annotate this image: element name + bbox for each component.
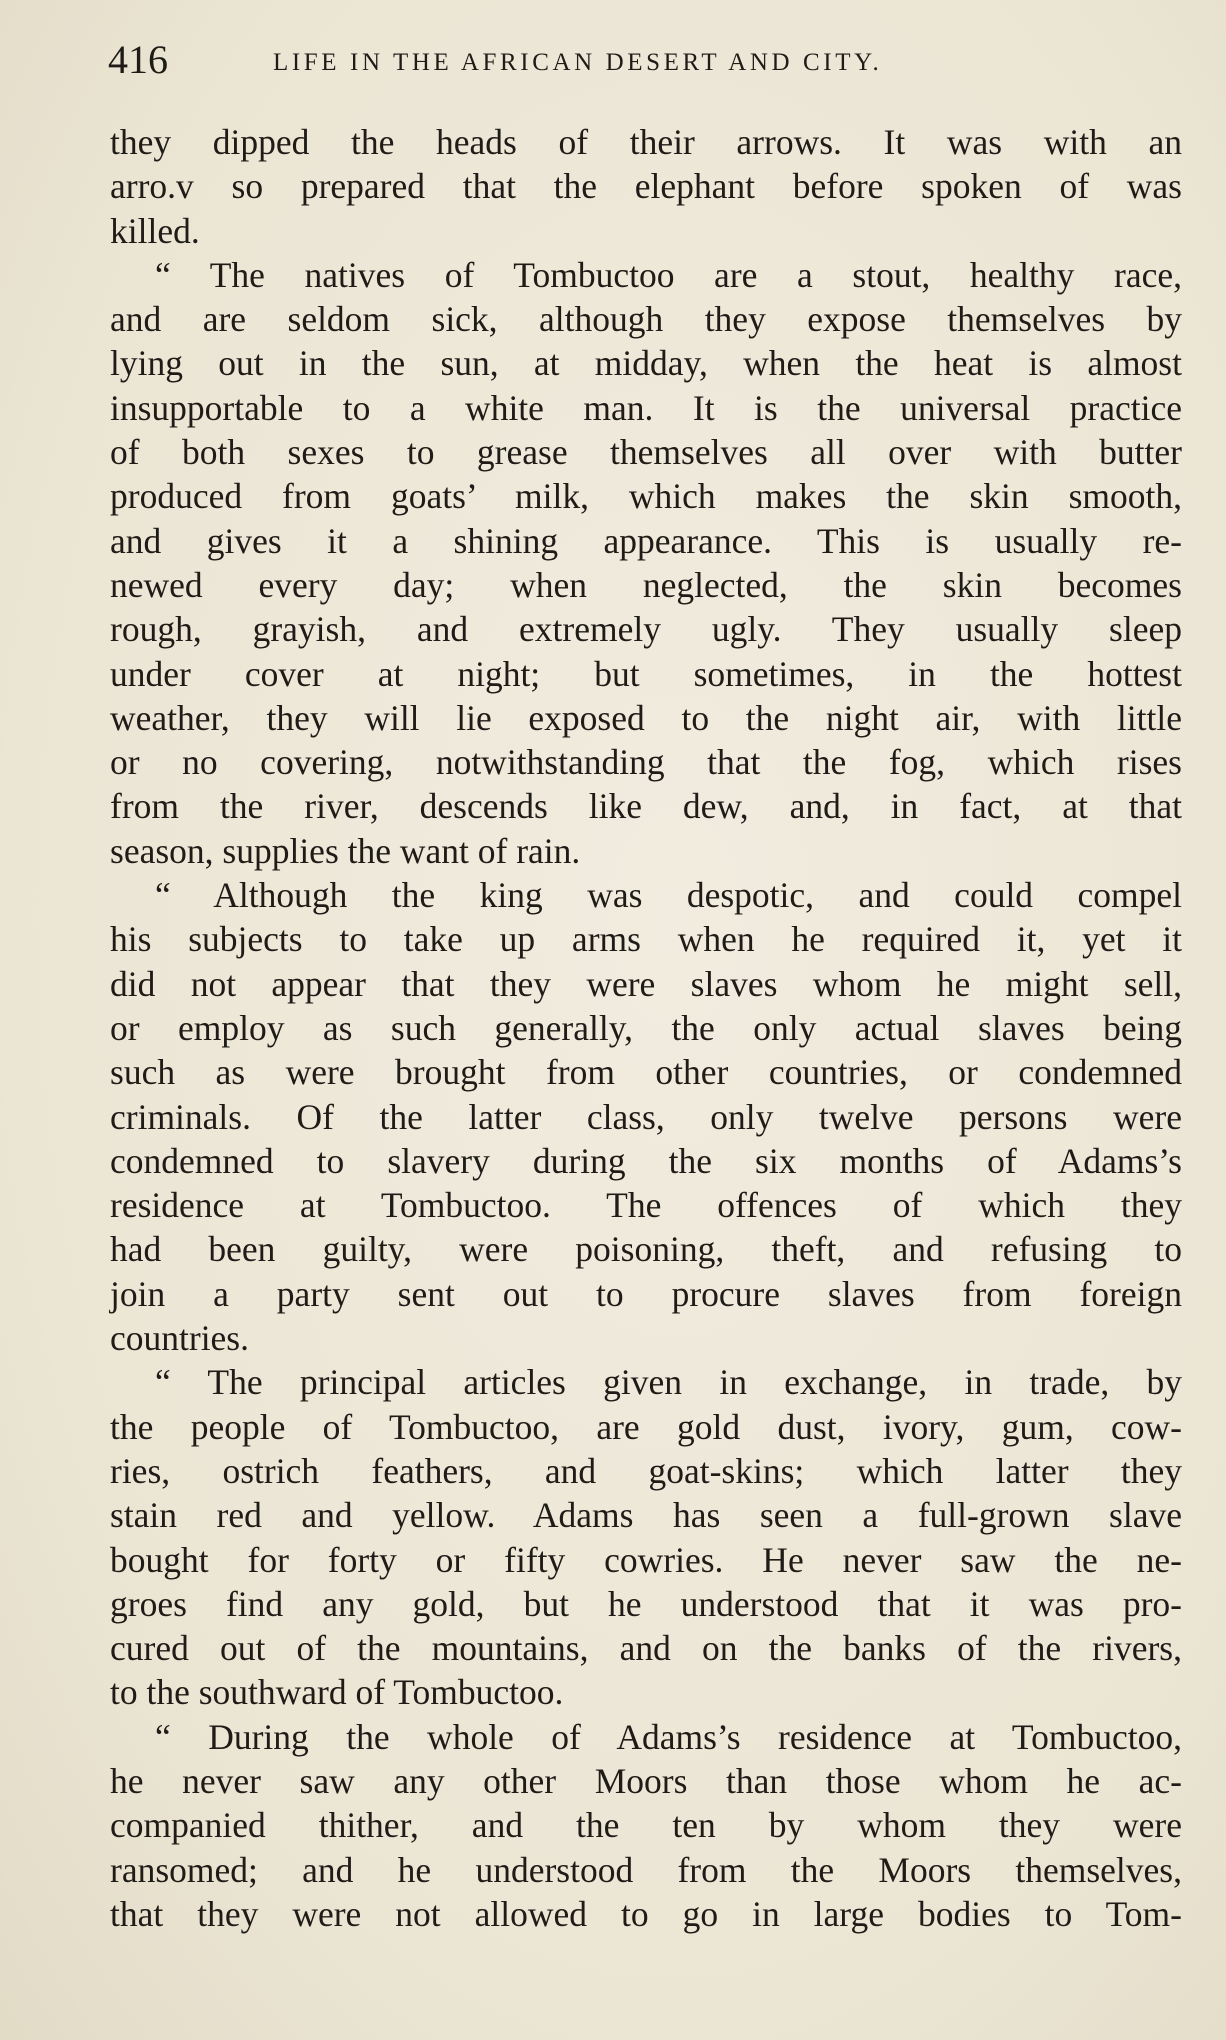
text-line: and gives it a shining appearance. This is usually re- bbox=[110, 520, 1182, 561]
text-line: rough, grayish, and extremely ugly. They usually sleep bbox=[110, 609, 1182, 650]
text-line: “ During the whole of Adams’s residence at Tombuctoo, bbox=[155, 1716, 1182, 1757]
text-line: weather, they will lie exposed to the night air, with little bbox=[110, 697, 1182, 738]
text-line: bought for forty or fifty cowries. He never saw the ne- bbox=[110, 1539, 1182, 1580]
text-line: killed. bbox=[110, 210, 200, 251]
text-line: “ Although the king was despotic, and could compel bbox=[155, 875, 1182, 916]
text-line: his subjects to take up arms when he required it, yet it bbox=[110, 919, 1182, 960]
text-line: or employ as such generally, the only actual slaves being bbox=[110, 1007, 1182, 1048]
text-line: had been guilty, were poisoning, theft, and refusing to bbox=[110, 1229, 1182, 1270]
text-line: produced from goats’ milk, which makes the skin smooth, bbox=[110, 476, 1182, 517]
text-line: to the southward of Tombuctoo. bbox=[110, 1672, 564, 1713]
text-line: insupportable to a white man. It is the universal practice bbox=[110, 387, 1182, 428]
text-line: criminals. Of the latter class, only twelve persons were bbox=[110, 1096, 1182, 1137]
text-line: and are seldom sick, although they expose themselves by bbox=[110, 299, 1182, 340]
text-line: groes find any gold, but he understood that it was pro- bbox=[110, 1583, 1182, 1624]
text-line: they dipped the heads of their arrows. It was with an bbox=[110, 122, 1182, 162]
text-line: lying out in the sun, at midday, when the heat is almost bbox=[110, 343, 1182, 384]
text-line: he never saw any other Moors than those whom he ac- bbox=[110, 1760, 1182, 1801]
text-line: that they were not allowed to go in large bodies to Tom- bbox=[110, 1893, 1182, 1934]
text-line: arro.v so prepared that the elephant before spoken of was bbox=[110, 166, 1182, 207]
text-line: did not appear that they were slaves whom he might sell, bbox=[110, 963, 1182, 1004]
text-line: “ The principal articles given in exchange, in trade, by bbox=[155, 1362, 1182, 1403]
text-line: countries. bbox=[110, 1318, 250, 1359]
text-line: ransomed; and he understood from the Moors themselves, bbox=[110, 1849, 1182, 1890]
text-line: such as were brought from other countries, or condemned bbox=[110, 1052, 1182, 1093]
text-line: newed every day; when neglected, the skin becomes bbox=[110, 564, 1182, 605]
running-title: LIFE IN THE AFRICAN DESERT AND CITY. bbox=[273, 49, 883, 76]
running-head bbox=[108, 37, 1108, 82]
text-line: residence at Tombuctoo. The offences of which they bbox=[110, 1185, 1182, 1226]
text-line: ries, ostrich feathers, and goat-skins; which latter they bbox=[110, 1450, 1182, 1491]
text-line: cured out of the mountains, and on the banks of the rivers, bbox=[110, 1628, 1182, 1669]
text-line: companied thither, and the ten by whom they were bbox=[110, 1805, 1182, 1846]
text-line: season, supplies the want of rain. bbox=[110, 830, 581, 871]
text-line: the people of Tombuctoo, are gold dust, ivory, gum, cow- bbox=[110, 1406, 1182, 1447]
text-line: from the river, descends like dew, and, in fact, at that bbox=[110, 786, 1182, 827]
text-line: of both sexes to grease themselves all over with butter bbox=[110, 432, 1182, 473]
text-line: condemned to slavery during the six months of Adams’s bbox=[110, 1140, 1182, 1181]
text-line: stain red and yellow. Adams has seen a full-grown slave bbox=[110, 1495, 1182, 1536]
text-line: or no covering, notwithstanding that the fog, which rises bbox=[110, 742, 1182, 783]
text-line: “ The natives of Tombuctoo are a stout, healthy race, bbox=[155, 254, 1182, 295]
text-line: join a party sent out to procure slaves from foreign bbox=[110, 1273, 1182, 1314]
page-number: 416 bbox=[108, 37, 168, 82]
text-line: under cover at night; but sometimes, in the hottest bbox=[110, 653, 1182, 694]
body-text bbox=[110, 120, 1182, 1936]
